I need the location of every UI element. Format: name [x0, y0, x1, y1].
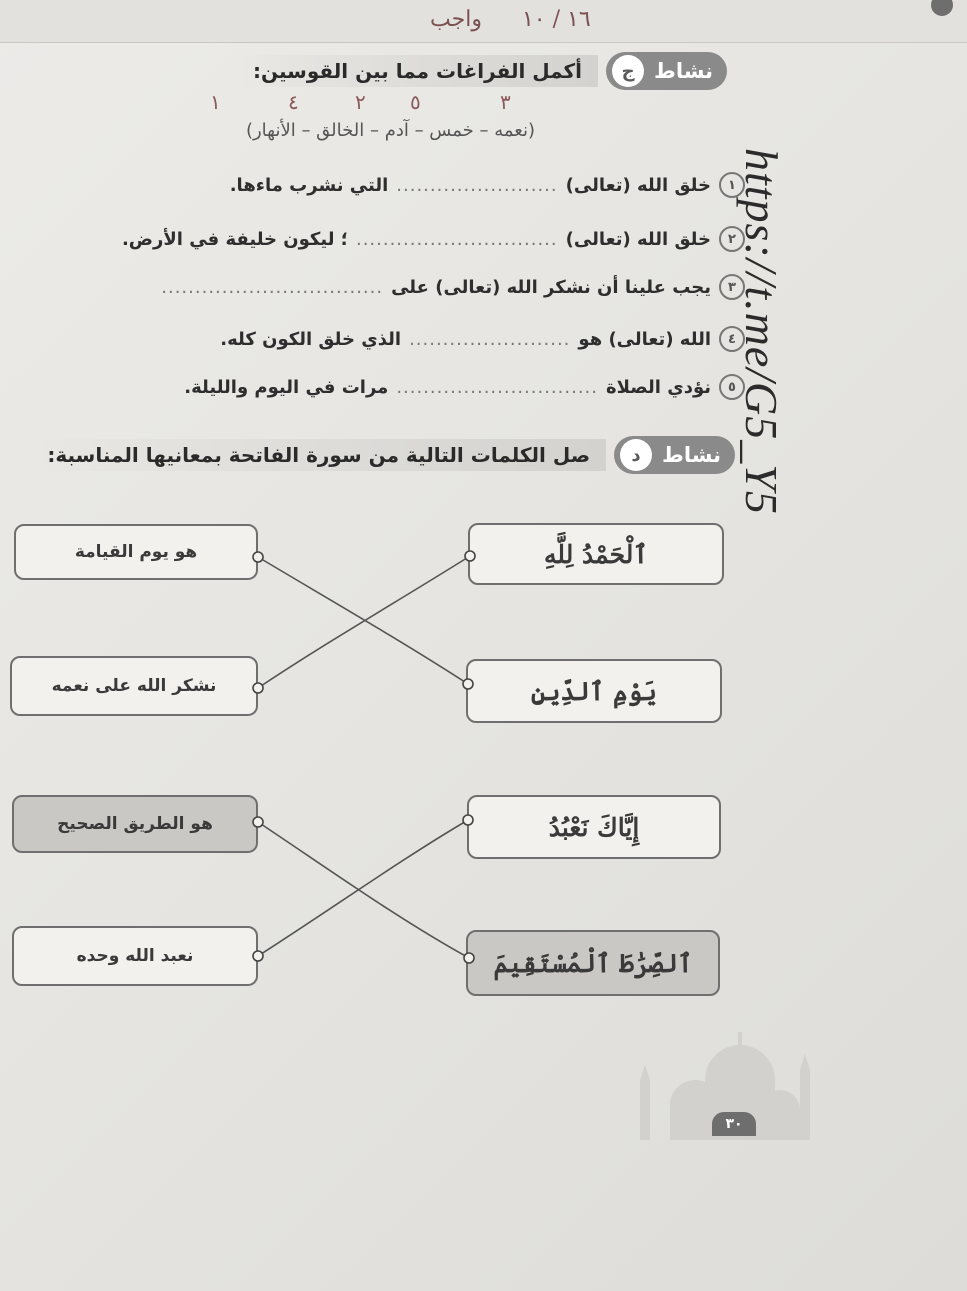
word-choices: (نعمه – خمس – آدم – الخالق – الأنهار): [245, 120, 535, 141]
question-text: الله (تعالى) هو: [578, 328, 711, 350]
activity-c-label: نشاط: [654, 59, 713, 83]
question-row: [230, 172, 745, 198]
meaning-box[interactable]: نشكر الله على نعمه: [10, 656, 258, 716]
question-ending: الذي خلق الكون كله.: [220, 328, 402, 350]
activity-d-header: [31, 436, 735, 474]
link-line: [258, 556, 470, 688]
activity-c-badge: [606, 52, 727, 90]
question-row: [161, 274, 745, 300]
question-row: [122, 226, 745, 252]
question-number: ٥: [719, 374, 745, 400]
meaning-box[interactable]: هو الطريق الصحيح: [12, 795, 258, 853]
answer-blank[interactable]: .................................: [161, 276, 384, 298]
handwritten-date: ١٦ / ١٠: [521, 6, 591, 32]
activity-c-letter: ج: [612, 55, 644, 87]
activity-d-label: نشاط: [662, 443, 721, 467]
meaning-box[interactable]: هو يوم القيامة: [14, 524, 258, 580]
hand-num-3: ٣: [500, 90, 511, 114]
question-text: نؤدي الصلاة: [605, 376, 711, 398]
word-box[interactable]: يَوْمِ ٱلدِّينِ: [466, 659, 722, 723]
question-number: ٢: [719, 226, 745, 252]
question-text: يجب علينا أن نشكر الله (تعالى) على: [391, 276, 711, 298]
activity-c-header: [237, 52, 727, 90]
answer-blank[interactable]: ........................: [396, 174, 558, 196]
link-line: [258, 820, 468, 956]
handwritten-header: [430, 4, 710, 34]
meaning-box[interactable]: نعبد الله وحده: [12, 926, 258, 986]
question-number: ١: [719, 172, 745, 198]
question-text: خلق الله (تعالى): [565, 174, 711, 196]
handwritten-note: واجب: [430, 6, 482, 32]
question-ending: ؛ ليكون خليفة في الأرض.: [121, 228, 348, 250]
hand-num-2: ٢: [355, 90, 366, 114]
word-box[interactable]: ٱلصِّرَٰطَ ٱلْمُسْتَقِيمَ: [466, 930, 720, 996]
activity-d-badge: [614, 436, 735, 474]
corner-mark: [931, 0, 953, 16]
hand-num-4: ٤: [288, 90, 299, 114]
activity-c-title: أكمل الفراغات مما بين القوسين:: [237, 55, 598, 87]
question-row: [184, 374, 745, 400]
link-line: [258, 822, 469, 958]
telegram-link-watermark[interactable]: https://t.me/G5_Y5: [736, 148, 787, 515]
question-row: [220, 326, 745, 352]
question-text: خلق الله (تعالى): [565, 228, 711, 250]
question-ending: مرات في اليوم والليلة.: [184, 376, 389, 398]
link-line: [258, 557, 468, 684]
answer-blank[interactable]: ..............................: [355, 228, 558, 250]
word-box[interactable]: ٱلْحَمْدُ لِلَّهِ: [468, 523, 724, 585]
question-ending: التي نشرب ماءها.: [229, 174, 389, 196]
activity-d-title: صل الكلمات التالية من سورة الفاتحة بمعانيها المناسبة:: [31, 439, 606, 471]
hand-num-5: ٥: [410, 90, 421, 114]
handwritten-numbers: [200, 90, 530, 120]
top-strip: [0, 0, 967, 43]
question-number: ٣: [719, 274, 745, 300]
hand-num-1: ١: [210, 90, 221, 114]
page-number: ٣٠: [712, 1112, 756, 1136]
word-box[interactable]: إِيَّاكَ نَعْبُدُ: [467, 795, 721, 859]
answer-blank[interactable]: ........................: [409, 328, 571, 350]
activity-d-letter: د: [620, 439, 652, 471]
question-number: ٤: [719, 326, 745, 352]
answer-blank[interactable]: ..............................: [396, 376, 598, 398]
